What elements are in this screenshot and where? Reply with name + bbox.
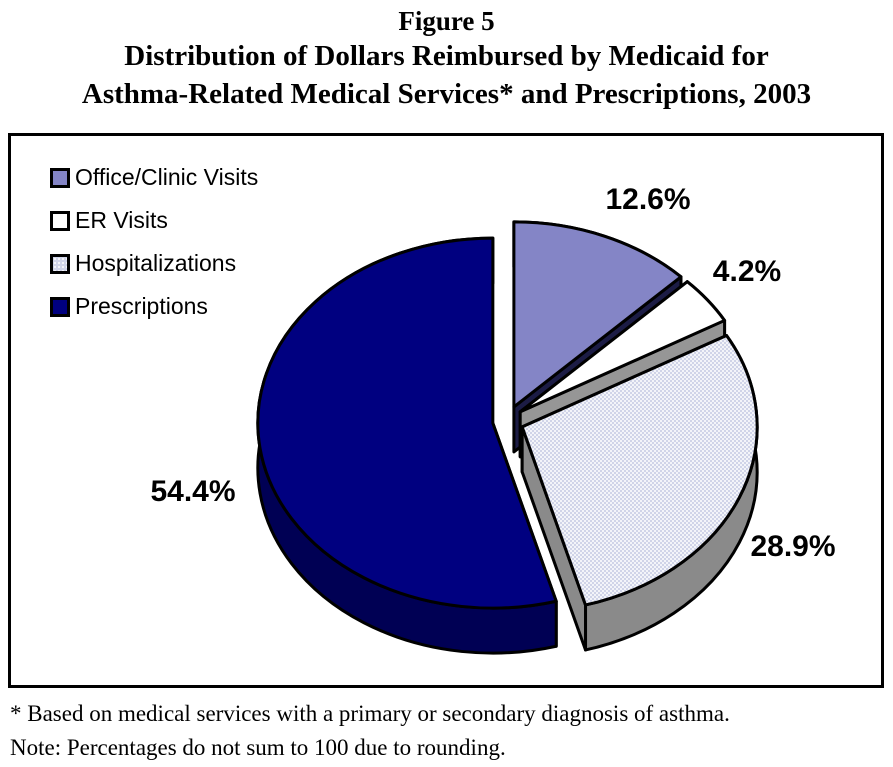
- legend-item-hospitalizations: [50, 242, 258, 285]
- legend-swatch-er-visits: [50, 211, 70, 231]
- legend-label-hospitalizations: Hospitalizations: [75, 250, 237, 276]
- slice-value-label-prescriptions: 54.4%: [150, 475, 236, 508]
- figure-number: Figure 5: [398, 6, 495, 36]
- footnotes: [10, 697, 730, 765]
- slice-value-label-er-visits: 4.2%: [712, 255, 782, 288]
- figure-title-line-1: Distribution of Dollars Reimbursed by Medicaid for: [124, 40, 769, 72]
- slice-value-label-office-clinic-visits: 12.6%: [605, 183, 691, 216]
- legend-swatch-prescriptions: [50, 297, 70, 317]
- legend-label-office-clinic-visits: Office/Clinic Visits: [75, 164, 259, 190]
- footnote-rounding: Note: Percentages do not sum to 100 due to rounding.: [10, 735, 506, 760]
- legend-swatch-office-clinic-visits: [50, 168, 70, 188]
- legend-label-er-visits: ER Visits: [75, 207, 168, 233]
- legend-item-prescriptions: [50, 285, 258, 328]
- chart-legend: [50, 156, 258, 328]
- legend-item-office-clinic-visits: [50, 156, 258, 199]
- legend-item-er-visits: [50, 199, 258, 242]
- pie-slice-group-prescriptions: [258, 238, 556, 653]
- footnote-asterisk: * Based on medical services with a primary or secondary diagnosis of asthma.: [10, 701, 730, 726]
- figure-title-line-2: Asthma-Related Medical Services* and Prescriptions, 2003: [81, 78, 812, 110]
- slice-value-label-hospitalizations: 28.9%: [750, 530, 836, 563]
- legend-label-prescriptions: Prescriptions: [75, 293, 208, 319]
- legend-swatch-hospitalizations: [50, 254, 70, 274]
